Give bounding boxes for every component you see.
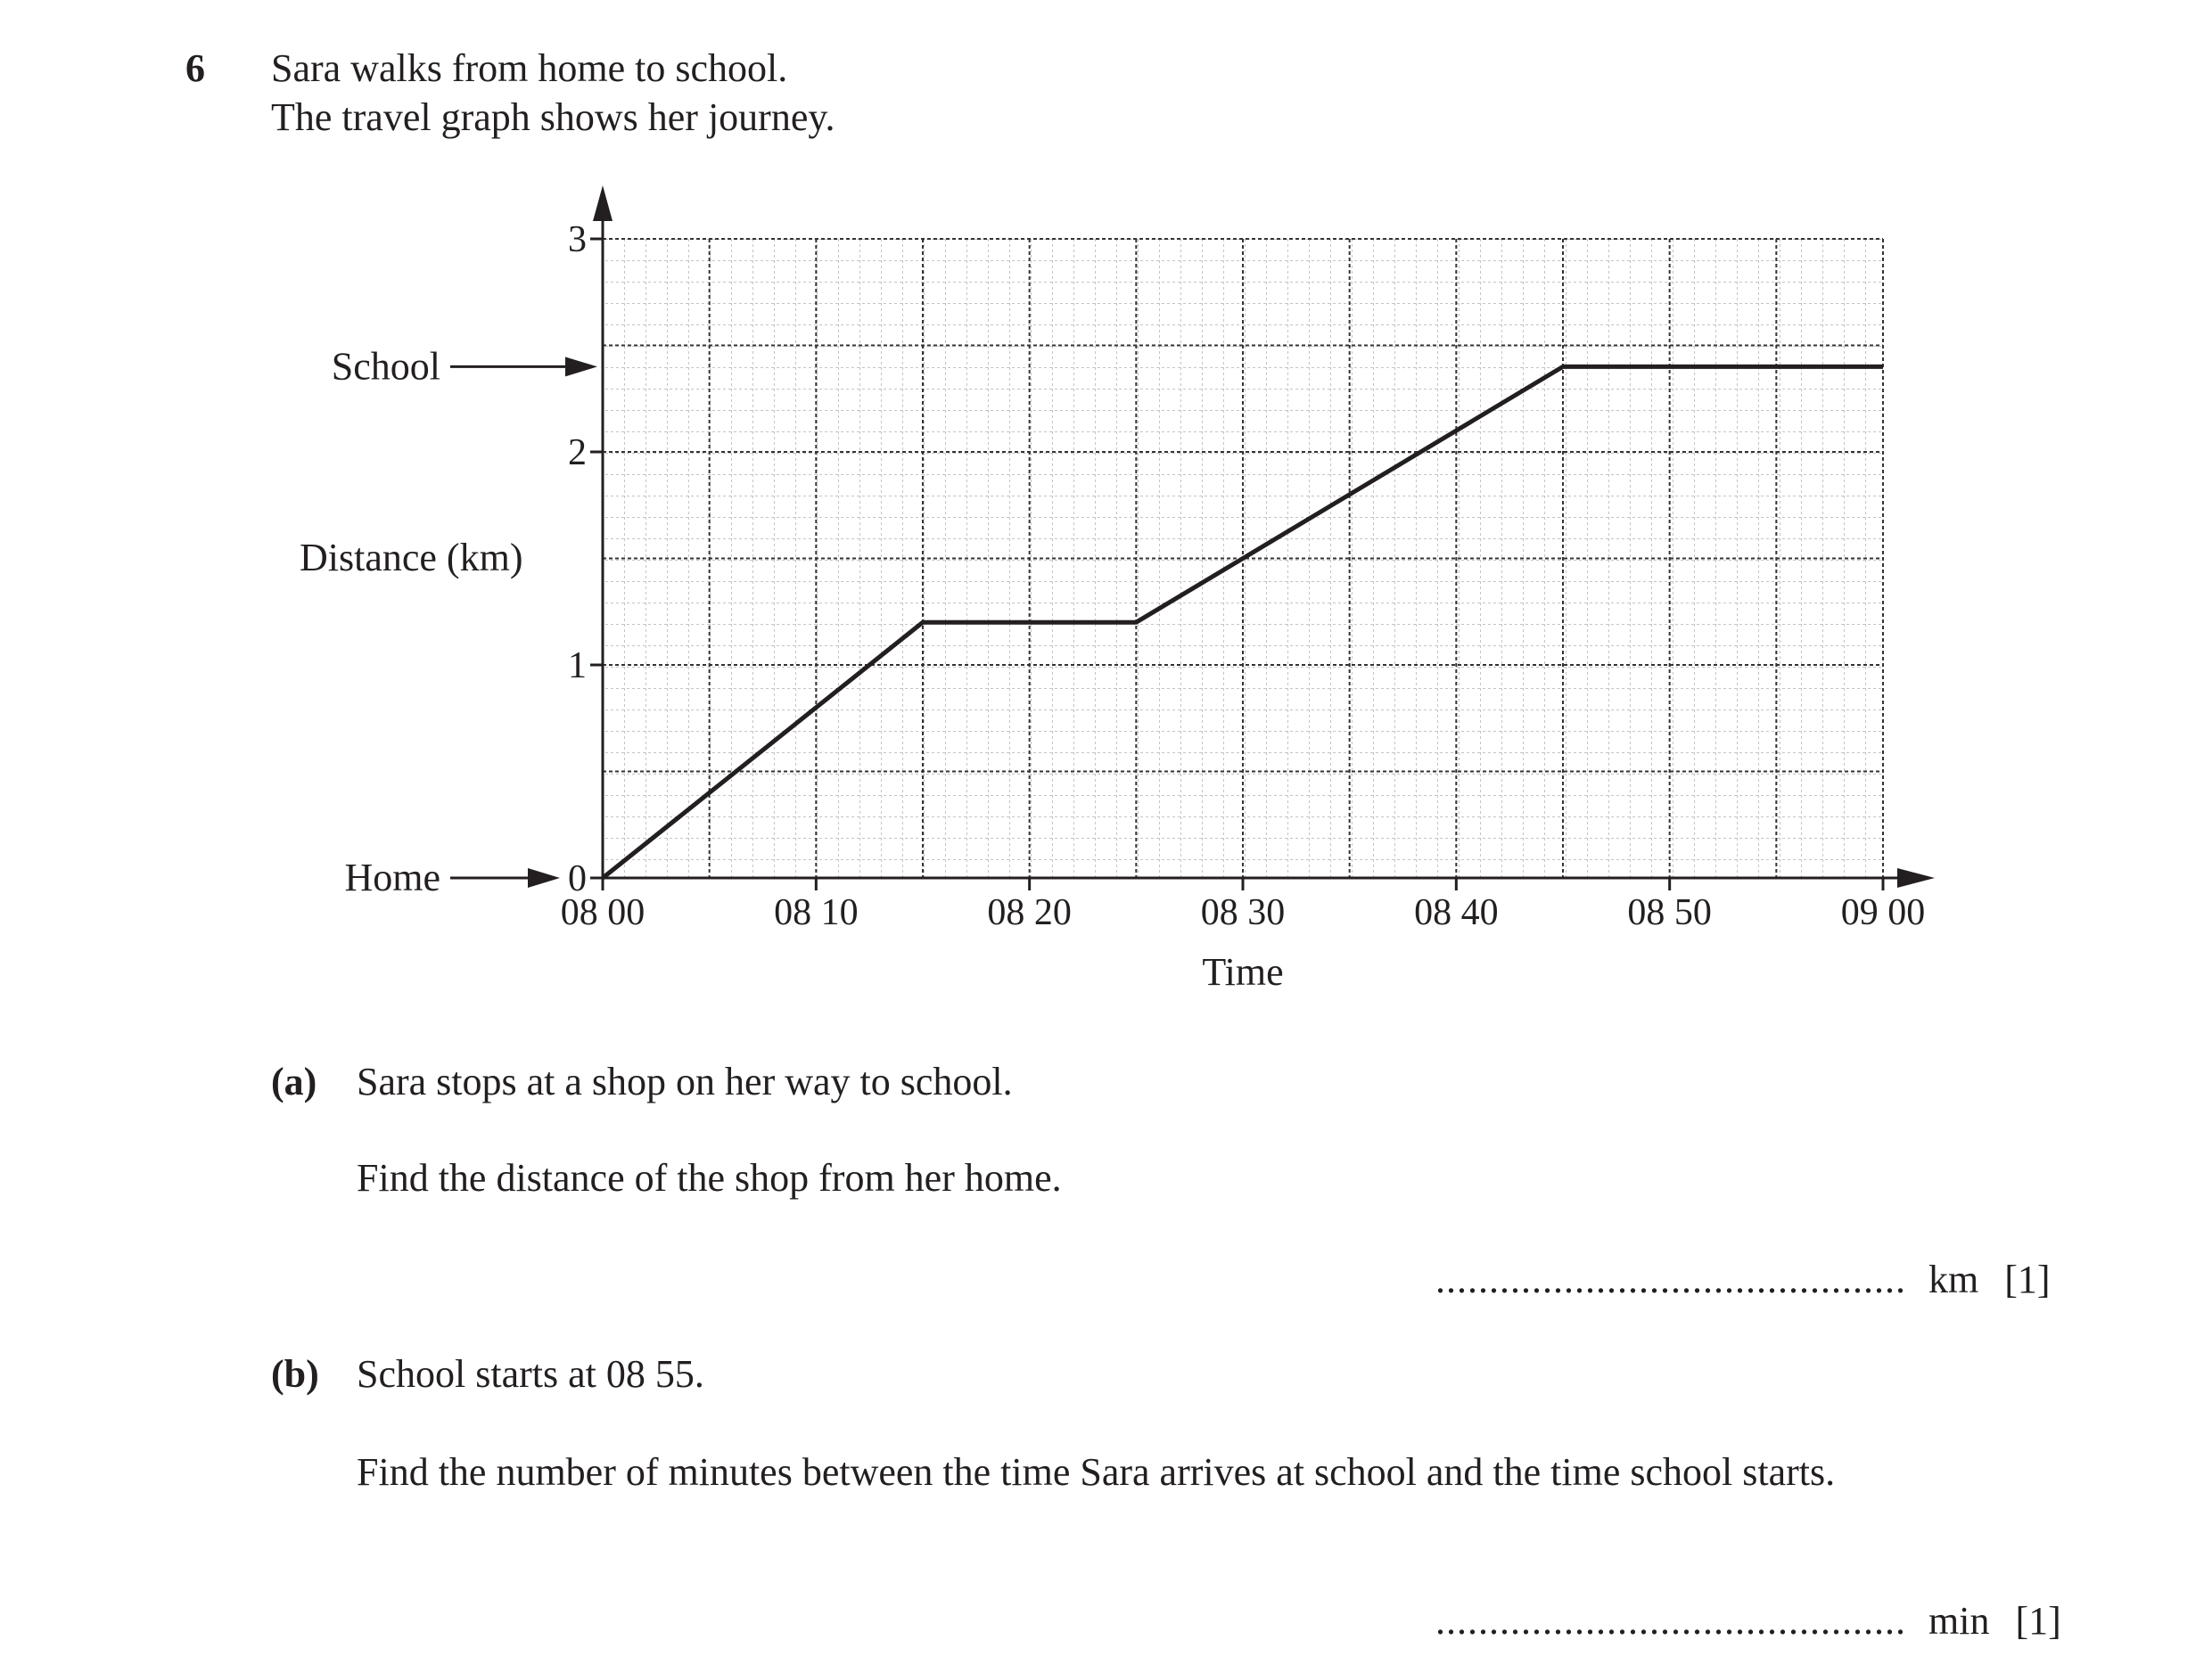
y-axis-label: Distance (km) bbox=[300, 536, 523, 579]
part-a-answer-dots: ............................................ bbox=[1435, 1258, 1906, 1301]
part-b-answer-line[interactable] bbox=[1435, 1598, 2061, 1644]
x-tick-label: 08 50 bbox=[1627, 892, 1712, 933]
x-tick-label: 08 30 bbox=[1200, 892, 1286, 933]
part-b-question: Find the number of minutes between the time Sara arrives at school and the time school starts. bbox=[357, 1450, 1836, 1494]
x-tick-label: 08 10 bbox=[774, 892, 859, 933]
part-a-marks: [1] bbox=[2004, 1258, 2051, 1301]
x-axis-label: Time bbox=[1202, 950, 1284, 994]
part-b-label: (b) bbox=[271, 1352, 319, 1396]
school-label: School bbox=[331, 344, 440, 389]
x-tick-label: 09 00 bbox=[1840, 892, 1926, 933]
graph-annotations bbox=[332, 344, 597, 899]
x-tick-label: 08 40 bbox=[1414, 892, 1499, 933]
part-b-answer-dots: ............................................ bbox=[1435, 1599, 1906, 1643]
y-tick-label: 0 bbox=[568, 858, 587, 899]
part-b-unit: min bbox=[1928, 1599, 1990, 1643]
y-axis-arrow bbox=[593, 185, 613, 221]
part-a-answer-line[interactable] bbox=[1435, 1257, 2051, 1302]
x-tick-label: 08 00 bbox=[560, 892, 646, 933]
x-tick-label: 08 20 bbox=[987, 892, 1072, 933]
question-number: 6 bbox=[185, 46, 205, 90]
question-intro-line2: The travel graph shows her journey. bbox=[271, 95, 835, 139]
y-tick-label: 2 bbox=[568, 432, 587, 473]
home-arrow-head bbox=[528, 868, 560, 888]
part-a-text: Sara stops at a shop on her way to school. bbox=[357, 1060, 1013, 1103]
part-a-unit: km bbox=[1928, 1258, 1979, 1301]
y-tick-label: 3 bbox=[568, 219, 587, 260]
part-a-label: (a) bbox=[271, 1060, 317, 1103]
question-intro-line1: Sara walks from home to school. bbox=[271, 46, 788, 90]
part-b-text: School starts at 08 55. bbox=[357, 1352, 704, 1396]
school-arrow-head bbox=[565, 357, 597, 376]
part-b-marks: [1] bbox=[2015, 1599, 2061, 1643]
part-a-question: Find the distance of the shop from her home. bbox=[357, 1156, 1062, 1200]
x-axis-arrow bbox=[1897, 868, 1935, 888]
home-label: Home bbox=[344, 856, 440, 899]
y-tick-label: 1 bbox=[568, 645, 587, 686]
